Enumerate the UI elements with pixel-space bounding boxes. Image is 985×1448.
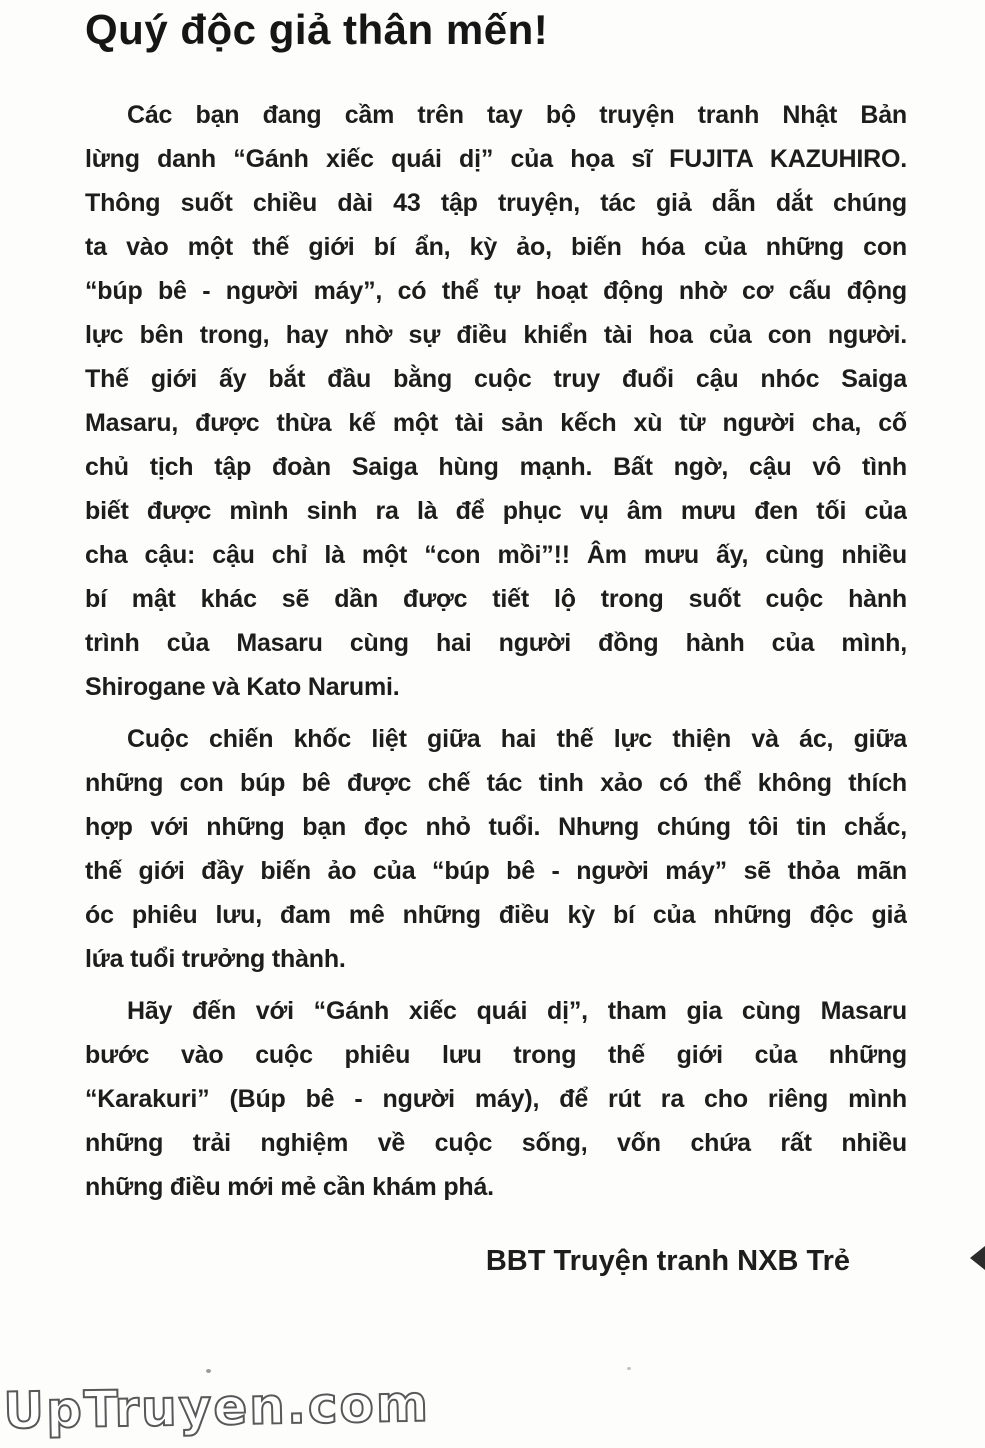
text-line: những trải nghiệm về cuộc sống, vốn chứa rất nhiều [85, 1128, 907, 1157]
text-line: “Karakuri” (Búp bê - người máy), để rút ra cho riêng mình [85, 1084, 907, 1113]
text-line: thế giới đầy biến ảo của “búp bê - người máy” sẽ thỏa mãn [85, 856, 907, 885]
text-line: Shirogane và Kato Narumi. [85, 672, 400, 701]
text-line: bước vào cuộc phiêu lưu trong thế giới của những [85, 1040, 907, 1069]
paragraph [85, 717, 907, 981]
text-line: hợp với những bạn đọc nhỏ tuổi. Nhưng chúng tôi tin chắc, [85, 812, 907, 841]
text-line: những con búp bê được chế tác tinh xảo có thể không thích [85, 768, 907, 797]
text-line: Thế giới ấy bắt đầu bằng cuộc truy đuổi cậu nhóc Saiga [85, 364, 907, 393]
text-line: lứa tuổi trưởng thành. [85, 944, 346, 973]
text-line: Cuộc chiến khốc liệt giữa hai thế lực thiện và ác, giữa [127, 724, 907, 753]
text-line: lừng danh “Gánh xiếc quái dị” của họa sĩ FUJITA KAZUHIRO. [85, 144, 907, 173]
text-line: “búp bê - người máy”, có thể tự hoạt động nhờ cơ cấu động [85, 276, 907, 305]
text-line: cha cậu: cậu chỉ là một “con mồi”!! Âm mưu ấy, cùng nhiều [85, 540, 907, 569]
text-line: những điều mới mẻ cần khám phá. [85, 1172, 494, 1201]
text-line: ta vào một thế giới bí ẩn, kỳ ảo, biến hóa của những con [85, 232, 907, 261]
signature: BBT Truyện tranh NXB Trẻ [485, 1244, 850, 1277]
text-line: Các bạn đang cầm trên tay bộ truyện tranh Nhật Bản [127, 100, 907, 129]
ink-speck [206, 1369, 211, 1373]
letter-content [85, 4, 907, 1278]
text-line: lực bên trong, hay nhờ sự điều khiển tài hoa của con người. [85, 320, 907, 349]
page-title: Quý độc giả thân mến! [85, 6, 549, 53]
paragraph [85, 989, 907, 1209]
paragraph [85, 93, 907, 709]
text-line: biết được mình sinh ra là để phục vụ âm mưu đen tối của [85, 496, 907, 525]
text-line: óc phiêu lưu, đam mê những điều kỳ bí của những độc giả [85, 900, 907, 929]
ink-speck [627, 1367, 631, 1370]
text-line: Masaru, được thừa kế một tài sản kếch xù từ người cha, cố [85, 408, 907, 437]
text-line: Hãy đến với “Gánh xiếc quái dị”, tham gia cùng Masaru [127, 996, 907, 1025]
text-line: bí mật khác sẽ dần được tiết lộ trong suốt cuộc hành [85, 584, 907, 613]
text-line: chủ tịch tập đoàn Saiga hùng mạnh. Bất ngờ, cậu vô tình [85, 452, 907, 481]
letter-body [85, 93, 907, 1209]
edge-arrow-icon [970, 1246, 985, 1270]
text-line: trình của Masaru cùng hai người đồng hành của mình, [85, 628, 907, 657]
watermark-logo: UpTruyen.com [2, 1374, 431, 1440]
text-line: Thông suốt chiều dài 43 tập truyện, tác giả dẫn dắt chúng [85, 188, 907, 217]
